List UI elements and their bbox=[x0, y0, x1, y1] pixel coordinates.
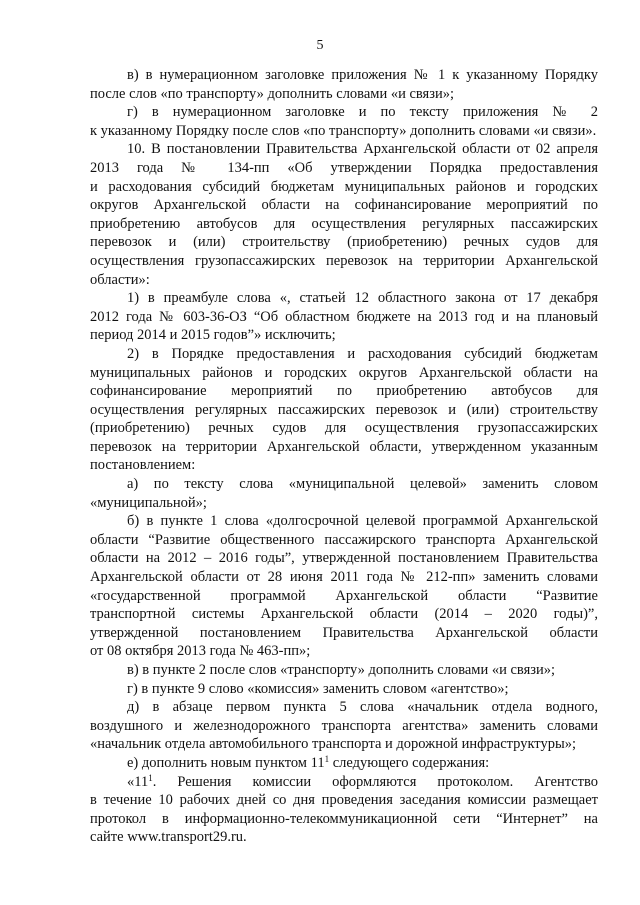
text-line: «муниципальной»; bbox=[90, 494, 207, 511]
text-line: г) в нумерационном заголовке и по тексту приложения № 2 bbox=[127, 104, 598, 121]
text-line: Архангельской области от 28 июня 2011 года № 212-пп» заменить словами bbox=[90, 569, 598, 586]
text-line: области»: bbox=[90, 271, 150, 288]
text-line: осуществления грузопассажирских перевозок на территории Архангельской bbox=[90, 252, 598, 269]
text-line: области “Развитие общественного пассажирского транспорта Архангельской bbox=[90, 531, 598, 548]
paragraph bbox=[90, 289, 598, 345]
text-line: б) в пункте 1 слова «долгосрочной целевой программой Архангельской bbox=[127, 513, 598, 530]
text-line: осуществления регулярных пассажирских перевозок и (или) строительству bbox=[90, 401, 598, 418]
paragraph bbox=[90, 773, 598, 847]
paragraph bbox=[90, 103, 598, 140]
paragraph bbox=[90, 345, 598, 475]
paragraph bbox=[90, 661, 598, 680]
text-line: от 08 октября 2013 года № 463-пп»; bbox=[90, 643, 311, 660]
text-line: протокол в информационно-телекоммуникационной сети “Интернет” на bbox=[90, 810, 598, 827]
text-line: области на 2012 – 2016 годы”, утвержденной постановлением Правительства bbox=[90, 550, 598, 567]
text-line: г) в пункте 9 слово «комиссия» заменить словом «агентство»; bbox=[127, 680, 509, 697]
paragraph bbox=[90, 140, 598, 289]
text-line: постановлением: bbox=[90, 457, 196, 474]
text-line: в течение 10 рабочих дней со дня проведения заседания комиссии размещает bbox=[90, 792, 598, 809]
text-segment: е) дополнить новым пунктом 11 bbox=[127, 754, 325, 771]
text-line: после слов «по транспорту» дополнить словами «и связи»; bbox=[90, 85, 454, 102]
text-line: воздушного и железнодорожного транспорта агентства» заменить словами bbox=[90, 717, 598, 734]
text-line: округов Архангельской области на софинансирование мероприятий по bbox=[90, 197, 598, 214]
text-line: и расходования субсидий бюджетам муниципальных районов и городских bbox=[90, 178, 598, 195]
superscript: 1 bbox=[148, 772, 153, 783]
text-line: д) в абзаце первом пункта 5 слова «начальник отдела водного, bbox=[127, 699, 598, 716]
paragraph bbox=[90, 512, 598, 661]
text-line: 2) в Порядке предоставления и расходования субсидий бюджетам bbox=[127, 345, 598, 362]
text-line: сайте www.transport29.ru. bbox=[90, 829, 247, 846]
paragraph bbox=[90, 680, 598, 699]
text-line: приобретению автобусов для осуществления регулярных пассажирских bbox=[90, 215, 598, 232]
text-line: «начальник отдела автомобильного транспорта и дорожной инфраструктуры»; bbox=[90, 736, 576, 753]
document-body bbox=[90, 66, 598, 847]
text-line: в) в нумерационном заголовке приложения № 1 к указанному Порядку bbox=[127, 67, 598, 83]
text-line: (приобретению) речных судов для осуществления грузопассажирских bbox=[90, 420, 598, 437]
text-line: утвержденной постановлением Правительства Архангельской области bbox=[90, 624, 598, 641]
text-line: перевозок и (или) строительству (приобретению) речных судов для bbox=[90, 234, 598, 251]
paragraph bbox=[90, 754, 598, 773]
text-line bbox=[90, 773, 598, 792]
text-line: муниципальных районов и городских округов Архангельской области на bbox=[90, 364, 598, 381]
text-line: а) по тексту слова «муниципальной целевой» заменить словом bbox=[127, 476, 598, 493]
text-line: период 2014 и 2015 годов”» исключить; bbox=[90, 327, 336, 344]
text-line: 2012 года № 603-36-ОЗ “Об областном бюджете на 2013 год и на плановый bbox=[90, 308, 598, 325]
superscript: 1 bbox=[324, 753, 330, 764]
text-line: 2013 года № 134-пп «Об утверждении Порядка предоставления bbox=[90, 159, 598, 176]
paragraph bbox=[90, 698, 598, 754]
text-line: перевозок на территории Архангельской области, утвержденном указанным bbox=[90, 438, 598, 455]
text-segment: «11 bbox=[127, 773, 149, 790]
text-line: в) в пункте 2 после слов «транспорту» дополнить словами «и связи»; bbox=[127, 662, 556, 678]
text-segment: следующего содержания: bbox=[329, 754, 490, 771]
text-line: софинансирование мероприятий по приобретению автобусов для bbox=[90, 383, 598, 400]
text-line: «государственной программой Архангельской области “Развитие bbox=[90, 587, 598, 604]
text-line: транспортной системы Архангельской области (2014 – 2020 годы)”, bbox=[90, 606, 598, 623]
text-line: 1) в преамбуле слова «, статьей 12 областного закона от 17 декабря bbox=[127, 290, 598, 307]
text-line: 10. В постановлении Правительства Архангельской области от 02 апреля bbox=[127, 141, 598, 158]
text-line bbox=[90, 754, 598, 773]
paragraph bbox=[90, 475, 598, 512]
text-segment: . Решения комиссии оформляются протоколом. Агентство bbox=[152, 773, 598, 790]
text-line: к указанному Порядку после слов «по транспорту» дополнить словами «и связи». bbox=[90, 122, 597, 139]
paragraph bbox=[90, 66, 598, 103]
page-number: 5 bbox=[316, 38, 324, 53]
